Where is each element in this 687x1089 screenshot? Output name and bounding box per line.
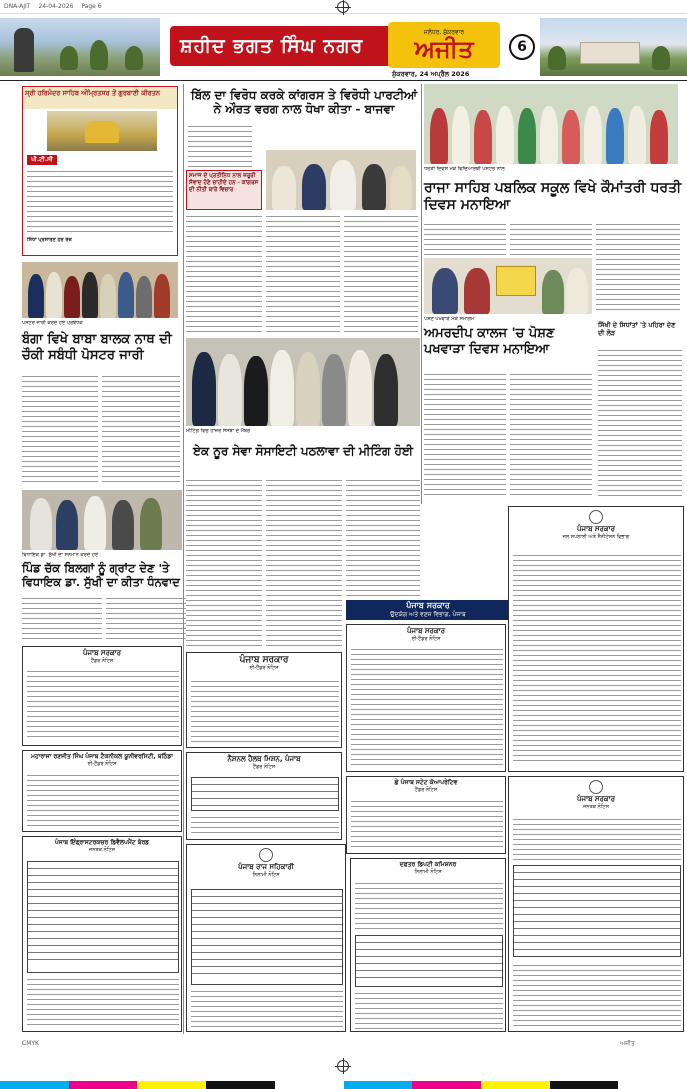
society-meeting-photo	[186, 338, 420, 426]
tree-icon	[548, 46, 566, 70]
registration-mark-icon	[337, 1, 349, 13]
person-icon	[432, 268, 458, 314]
banner-sub: ਉਦਯੋਗ ਅਤੇ ਵਣਜ ਵਿਭਾਗ, ਪੰਜਾਬ	[390, 611, 466, 618]
left-notice-1	[22, 646, 182, 746]
ptc-label: ਪੀ.ਟੀ.ਸੀ	[27, 155, 57, 165]
temple-icon	[85, 121, 119, 143]
tree-icon	[60, 46, 78, 70]
table-row	[356, 964, 502, 971]
left-notice-3-sub: ਜਨਤਕ ਨੋਟਿਸ	[89, 847, 115, 853]
statue-icon	[14, 28, 34, 72]
far-right-body	[513, 817, 681, 861]
nhm-notice	[186, 752, 342, 840]
dc-office-body-2	[355, 991, 503, 1029]
punjab-sarkar-tender-body	[191, 679, 339, 745]
far-right-table	[513, 865, 681, 957]
table-row	[28, 925, 178, 932]
college-photo	[424, 258, 592, 314]
person-icon	[218, 354, 242, 426]
auction-title: ਪੰਜਾਬ ਰਾਜ ਸਹਿਕਾਰੀ	[238, 863, 294, 871]
person-icon	[192, 352, 216, 426]
gurbani-body	[27, 169, 173, 233]
table-row	[192, 925, 342, 932]
table-row	[192, 792, 338, 799]
person-icon	[390, 166, 412, 210]
punjab-sarkar-banner	[346, 600, 510, 620]
person-icon	[56, 500, 78, 550]
right-notice-title: ਪੰਜਾਬ ਸਰਕਾਰ	[576, 525, 615, 533]
table-row	[28, 918, 178, 925]
print-color-bar	[0, 1081, 687, 1089]
table-row	[192, 932, 342, 939]
dc-office-body	[355, 881, 503, 931]
cooperative-auction-notice	[186, 844, 346, 1032]
gurbani-heading: ਸ੍ਰੀ ਹਰਿਮੰਦਰ ਸਾਹਿਬ ਅੰਮ੍ਰਿਤਸਰ ਤੋਂ ਗੁਰਬਾਣੀ ਕੀਰਤਨ	[23, 87, 177, 109]
far-right-notice	[508, 776, 684, 1032]
far-right-sub: ਜਨਤਕ ਨੋਟਿਸ	[583, 804, 609, 810]
story7-headline: ਪਿੰਡ ਚੱਕ ਬਿਲਗਾਂ ਨੂੰ ਗ੍ਰਾਂਟ ਦੇਣ 'ਤੇ ਵਿਧਾਇਕ ਡਾ. ਸੁੱਖੀ ਦਾ ਕੀਤਾ ਧੰਨਵਾਦ	[22, 561, 180, 589]
person-icon	[452, 106, 470, 164]
table-row	[514, 894, 680, 901]
left-notice-3	[22, 836, 182, 1032]
person-icon	[374, 354, 398, 426]
person-icon	[430, 108, 448, 164]
table-row	[356, 943, 502, 950]
page-number: 6	[509, 34, 535, 60]
school-caption: ਧਰਤੀ ਦਿਵਸ ਮੌਕੇ ਵਿਦਿਆਰਥੀ ਪੋਸਟਰ ਨਾਲ	[424, 166, 505, 172]
person-icon	[302, 164, 326, 210]
tree-icon	[652, 46, 670, 70]
story4-body-col1	[424, 372, 506, 496]
punjab-sarkar-tender-title: ਪੰਜਾਬ ਸਰਕਾਰ	[239, 655, 289, 665]
person-icon	[474, 110, 492, 164]
table-row	[514, 936, 680, 943]
story2-body-col2	[510, 222, 592, 256]
person-icon	[270, 350, 294, 426]
person-icon	[496, 106, 514, 164]
person-icon	[330, 160, 356, 210]
table-row	[192, 946, 342, 953]
person-icon	[118, 272, 134, 318]
table-row	[28, 897, 178, 904]
person-icon	[140, 498, 162, 550]
dc-office-title: ਦਫ਼ਤਰ ਡਿਪਟੀ ਕਮਿਸ਼ਨਰ	[399, 861, 457, 868]
registration-mark-icon	[337, 1060, 349, 1072]
story6-body-col2	[266, 478, 342, 646]
table-row	[514, 915, 680, 922]
gurbani-box	[22, 86, 178, 256]
story1-photo	[266, 150, 416, 210]
table-row	[514, 887, 680, 894]
table-row	[28, 883, 178, 890]
govt-emblem-icon	[589, 510, 603, 524]
masthead-photo-left	[0, 18, 160, 76]
slug-mid: 24-04-2026	[38, 3, 74, 10]
person-icon	[650, 110, 668, 164]
logo-icon	[259, 848, 273, 862]
table-row	[192, 939, 342, 946]
punjab-sarkar-tender-sub: ਈ-ਟੈਂਡਰ ਨੋਟਿਸ	[249, 665, 279, 671]
table-row	[514, 901, 680, 908]
story1-headline: ਬਿੱਲ ਦਾ ਵਿਰੋਧ ਕਰਕੇ ਕਾਂਗਰਸ ਤੇ ਵਿਰੋਧੀ ਪਾਰਟੀਆਂ ਨੇ ਔਰਤ ਵਰਗ ਨਾਲ ਧੋਖਾ ਕੀਤਾ - ਬਾਜਵਾ	[190, 88, 418, 117]
table-row	[28, 939, 178, 946]
person-icon	[82, 272, 98, 318]
story6-body-col3	[346, 478, 420, 596]
auction-body	[191, 989, 343, 1029]
table-row	[192, 778, 338, 785]
nhm-table	[191, 777, 339, 811]
cooperative-body	[351, 799, 503, 851]
footer-right: ਅਜੀਤ	[620, 1040, 635, 1047]
table-row	[514, 908, 680, 915]
masthead-photo-right	[540, 18, 687, 76]
table-row	[356, 950, 502, 957]
govt-emblem-icon	[589, 780, 603, 794]
far-right-body-2	[513, 963, 681, 1027]
story1-body-col2	[266, 214, 340, 332]
masthead-rule	[0, 80, 687, 81]
brand-logo: ਅਜੀਤ	[414, 34, 474, 63]
brand-block	[388, 22, 500, 68]
story4-body-col2	[510, 372, 592, 496]
tree-icon	[90, 40, 108, 70]
person-icon	[628, 106, 646, 164]
person-icon	[606, 108, 624, 164]
table-row	[28, 869, 178, 876]
table-row	[28, 862, 178, 869]
golden-temple-photo	[47, 111, 157, 151]
person-icon	[584, 106, 602, 164]
person-icon	[562, 110, 580, 164]
table-row	[514, 929, 680, 936]
person-icon	[28, 274, 44, 318]
right-notice-body	[513, 553, 681, 765]
table-row	[192, 953, 342, 960]
table-row	[514, 880, 680, 887]
person-icon	[84, 496, 106, 550]
table-row	[356, 936, 502, 943]
poster-release-photo	[22, 262, 178, 318]
cooperative-title: ਛੇ ਪੰਜਾਬ ਸਟੇਟ ਕੋਆਪਰੇਟਿਵ	[394, 779, 458, 786]
person-icon	[296, 352, 320, 426]
school-photo	[424, 84, 678, 164]
table-row	[514, 922, 680, 929]
table-row	[28, 932, 178, 939]
person-icon	[136, 276, 152, 318]
story1-pullquote-box	[186, 170, 262, 210]
table-row	[28, 890, 178, 897]
story5-body	[598, 348, 682, 498]
dc-office-table	[355, 935, 503, 987]
mid-right-body	[351, 647, 503, 767]
table-row	[192, 890, 342, 897]
punjab-sarkar-tender	[186, 652, 342, 748]
left-notice-1-title: ਪੰਜਾਬ ਸਰਕਾਰ	[82, 649, 121, 657]
story1-pullquote: ਸਮਾਜ ਦੇ ਪ੍ਰਤੀਨਿਧ ਨਾਲ ਜ਼ਰੂਰੀ ਸੰਵਾਦ ਹੋਣੇ ਚਾਹੀਦੇ ਹਨ - ਕਾਂਗਰਸ ਦੀ ਨੀਤੀ ਬਾਰੇ ਵਿਚਾਰ	[189, 173, 259, 193]
table-row	[28, 876, 178, 883]
slug-left: DNA-AJIT	[4, 3, 31, 10]
person-icon	[244, 356, 268, 426]
person-icon	[30, 498, 52, 550]
person-icon	[46, 272, 62, 318]
story3-body-col2	[102, 374, 180, 486]
story1-body-col1	[186, 214, 262, 332]
table-row	[514, 873, 680, 880]
right-notice-sub: ਜਲ ਸਪਲਾਈ ਅਤੇ ਸੈਨੀਟੇਸ਼ਨ ਵਿਭਾਗ	[562, 534, 630, 540]
left-notice-2-sub: ਈ-ਟੈਂਡਰ ਨੋਟਿਸ	[87, 761, 117, 767]
dc-office-sub: ਨਿਲਾਮੀ ਨੋਟਿਸ	[414, 869, 442, 875]
left-notice-2	[22, 750, 182, 832]
college-caption: ਪੋਸ਼ਣ ਪਖਵਾੜੇ ਮੌਕੇ ਸਮਾਗਮ	[424, 316, 475, 322]
table-row	[192, 785, 338, 792]
person-icon	[518, 108, 536, 164]
table-row	[28, 911, 178, 918]
person-icon	[566, 268, 588, 314]
person-icon	[154, 274, 170, 318]
table-row	[28, 904, 178, 911]
cooperative-notice	[346, 776, 506, 854]
table-row	[28, 953, 178, 960]
footer-left: CMYK	[22, 1040, 39, 1047]
left-notice-2-title: ਮਹਾਰਾਜਾ ਰਣਜੀਤ ਸਿੰਘ ਪੰਜਾਬ ਟੈਕਨੀਕਲ ਯੂਨੀਵਰਸਿਟੀ, ਬਠਿੰਡਾ	[31, 753, 173, 760]
building-icon	[580, 42, 640, 64]
story2-body-col3	[596, 222, 680, 310]
story5-headline: ਸਿੱਖੀ ਦੇ ਸਿਧਾਂਤਾਂ 'ਤੇ ਪਹਿਰਾ ਦੇਣ ਦੀ ਲੋੜ	[598, 321, 676, 337]
column-rule	[183, 84, 184, 1034]
edition-label: ਜਲੰਧਰ, ਸ਼ੁੱਕਰਵਾਰ	[423, 29, 465, 36]
table-row	[192, 960, 342, 967]
table-row	[192, 897, 342, 904]
story6-body-col1	[186, 478, 262, 646]
table-row	[192, 967, 342, 974]
masthead	[0, 14, 687, 76]
table-row	[192, 911, 342, 918]
nhm-sub: ਟੈਂਡਰ ਨੋਟਿਸ	[252, 764, 276, 770]
person-icon	[64, 276, 80, 318]
society-caption: ਮੀਟਿੰਗ ਵਿਚ ਹਾਜ਼ਰ ਸੰਸਥਾ ਦੇ ਮੈਂਬਰ	[186, 428, 251, 434]
left-notice-1-sub: ਟੈਂਡਰ ਨੋਟਿਸ	[90, 658, 114, 664]
person-icon	[540, 106, 558, 164]
table-row	[192, 918, 342, 925]
mla-photo	[22, 490, 182, 550]
person-icon	[542, 270, 564, 314]
tree-icon	[125, 46, 143, 70]
story1-body-col3	[344, 214, 418, 332]
banner-title: ਪੰਜਾਬ ਸਰਕਾਰ	[406, 601, 450, 610]
gurbani-caption: ਸਿੱਧਾ ਪ੍ਰਸਾਰਣ ਹਰ ਰੋਜ਼	[27, 237, 72, 243]
mid-right-sub: ਈ-ਟੈਂਡਰ ਨੋਟਿਸ	[411, 636, 441, 642]
left-notice-3-table	[27, 861, 179, 973]
story4-headline: ਅਮਰਦੀਪ ਕਾਲਜ 'ਚ ਪੋਸ਼ਣ ਪਖਵਾੜਾ ਦਿਵਸ ਮਨਾਇਆ	[424, 326, 555, 357]
person-icon	[348, 350, 372, 426]
table-row	[192, 904, 342, 911]
nhm-title: ਨੈਸ਼ਨਲ ਹੈਲਥ ਮਿਸ਼ਨ, ਪੰਜਾਬ	[227, 755, 301, 763]
right-notice-ad	[508, 506, 684, 772]
story7-body-col2	[106, 596, 186, 640]
story7-body-col1	[22, 596, 102, 640]
story2-headline: ਰਾਜਾ ਸਾਹਿਬ ਪਬਲਿਕ ਸਕੂਲ ਵਿਖੇ ਕੌਮਾਂਤਰੀ ਧਰਤੀ ਦਿਵਸ ਮਨਾਇਆ	[424, 180, 682, 213]
poster-caption: ਪੋਸਟਰ ਜਾਰੀ ਕਰਦੇ ਹੋਏ ਪ੍ਰਬੰਧਕ	[22, 320, 83, 326]
issue-date: ਸ਼ੁੱਕਰਵਾਰ, 24 ਅਪ੍ਰੈਲ 2026	[392, 70, 470, 78]
person-icon	[322, 354, 346, 426]
auction-sub: ਨਿਲਾਮੀ ਨੋਟਿਸ	[252, 872, 280, 878]
far-right-title: ਪੰਜਾਬ ਸਰਕਾਰ	[576, 795, 615, 803]
table-row	[514, 943, 680, 950]
table-row	[356, 971, 502, 978]
auction-table	[191, 889, 343, 985]
story3-headline: ਬੰਗਾ ਵਿਖੇ ਬਾਬਾ ਬਾਲਕ ਨਾਥ ਦੀ ਚੌਕੀ ਸਬੰਧੀ ਪੋਸਟਰ ਜਾਰੀ	[22, 332, 172, 363]
left-notice-1-body	[27, 669, 179, 741]
story3-body-col1	[22, 374, 98, 486]
left-notice-3-title: ਪੰਜਾਬ ਇੰਫ੍ਰਾਸਟਰਕਚਰ ਡਿਵੈਲਪਮੈਂਟ ਬੋਰਡ	[54, 839, 150, 846]
mid-right-notice	[346, 624, 506, 772]
column-rule	[421, 84, 422, 504]
banner-board-icon	[496, 266, 536, 296]
person-icon	[112, 500, 134, 550]
masthead-title: ਸ਼ਹੀਦ ਭਗਤ ਸਿੰਘ ਨਗਰ	[180, 35, 364, 57]
nhm-body	[191, 815, 339, 837]
mla-caption: ਵਿਧਾਇਕ ਡਾ. ਸੁੱਖੀ ਦਾ ਸਨਮਾਨ ਕਰਦੇ ਹੋਏ	[22, 552, 99, 558]
person-icon	[362, 164, 386, 210]
table-row	[356, 957, 502, 964]
table-row	[28, 946, 178, 953]
mid-right-title: ਪੰਜਾਬ ਸਰਕਾਰ	[406, 627, 445, 635]
person-icon	[464, 268, 490, 314]
table-row	[514, 866, 680, 873]
person-icon	[272, 166, 296, 210]
dc-office-notice	[350, 858, 506, 1032]
slug-right: Page 6	[81, 3, 102, 10]
story1-body-intro	[188, 124, 252, 168]
left-notice-2-body	[27, 773, 179, 829]
left-notice-3-body	[27, 977, 179, 1029]
table-row	[192, 799, 338, 806]
person-icon	[100, 274, 116, 318]
cooperative-sub: ਟੈਂਡਰ ਨੋਟਿਸ	[414, 787, 438, 793]
story6-headline: ਏਕ ਨੂਰ ਸੇਵਾ ਸੋਸਾਇਟੀ ਪਠਲਾਵਾ ਦੀ ਮੀਟਿੰਗ ਹੋਈ	[192, 444, 414, 458]
